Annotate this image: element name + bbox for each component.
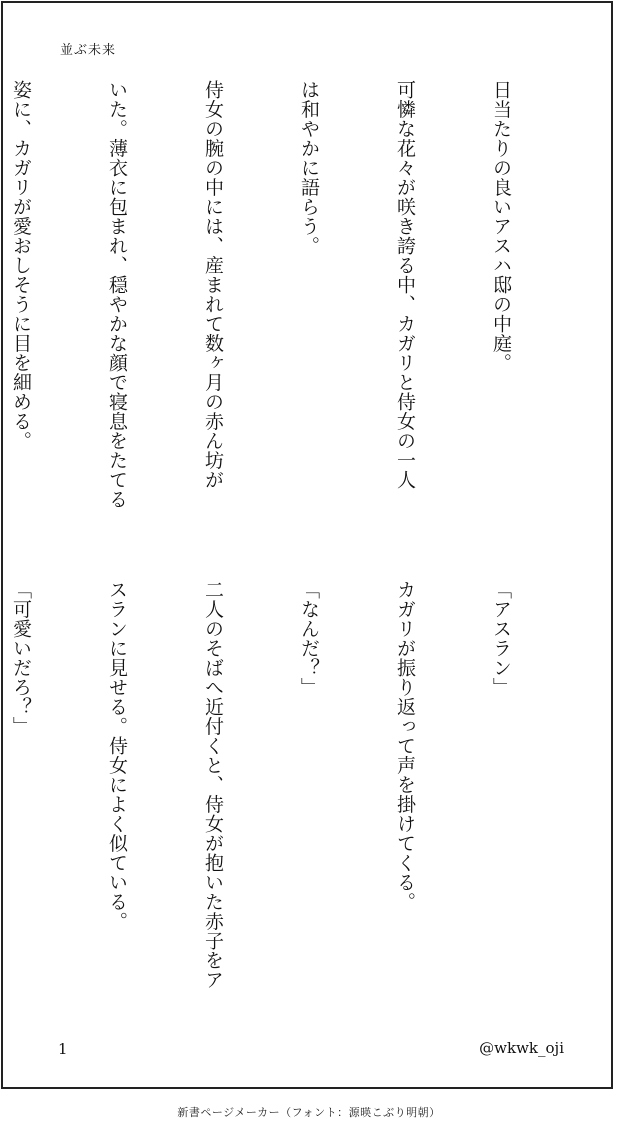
text-line: は和やかに語らう。 (298, 80, 320, 256)
text-line: 姿に、カガリが愛おしそうに目を細める。 (10, 80, 32, 451)
text-line: 「なんだ？」 (298, 580, 320, 697)
text-line: 「アスラン」 (490, 580, 512, 697)
page-number: 1 (58, 1040, 68, 1058)
author-handle: @wkwk_oji (479, 1039, 564, 1057)
book-page (1, 1, 613, 1089)
text-line: 可憐な花々が咲き誇る中、カガリと侍女の一人 (394, 80, 416, 490)
text-line: カガリが振り返って声を掛けてくる。 (394, 580, 416, 912)
text-line: 二人のそばへ近付くと、侍女が抱いた赤子をア (202, 580, 224, 990)
text-block-top (10, 80, 581, 550)
text-line: いた。薄衣に包まれ、穏やかな顔で寝息をたてる (106, 80, 128, 509)
page-title: 並ぶ未来 (60, 43, 117, 58)
text-line: 日当たりの良いアスハ邸の中庭。 (490, 80, 512, 373)
text-block-bottom (10, 580, 581, 1008)
generator-credit: 新書ページメーカー（フォント：源暎こぶり明朝） (177, 1106, 441, 1119)
text-line: スランに見せる。侍女によく似ている。 (106, 580, 128, 931)
text-line: 「可愛いだろ？」 (10, 580, 32, 736)
text-line: 侍女の腕の中には、産まれて数ヶ月の赤ん坊が (202, 80, 224, 490)
